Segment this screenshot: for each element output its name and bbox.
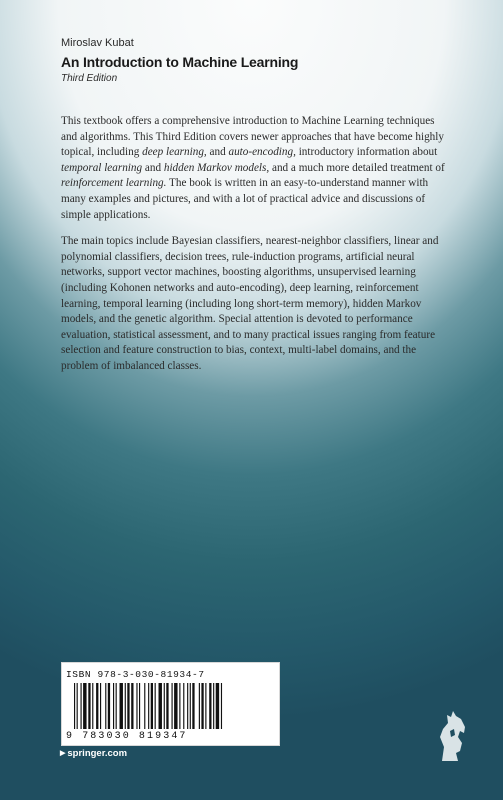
- barcode-bars: [74, 683, 274, 729]
- edition-label: Third Edition: [61, 73, 118, 84]
- cover-header: [61, 36, 441, 85]
- springer-url-text: springer.com: [67, 748, 128, 759]
- author-name: Miroslav Kubat: [61, 37, 134, 49]
- triangle-right-icon: ▶: [60, 750, 66, 757]
- isbn-barcode: [61, 662, 280, 746]
- springer-horse-logo-icon: [434, 707, 474, 763]
- blurb-paragraph-2: The main topics include Bayesian classifiers, nearest-neighbor classifiers, linear and polynomial classifiers, decision trees, rule-induction programs, artificial neural networks, support vector machines, boosting algorithms, unsupervised learning (including Kohonen networks and auto-encoding), deep learning, reinforcement learning, temporal learning (including long short-term memory), hidden Markov models, and the genetic algorithm. Special attention is devoted to performance evaluation, statistical assessment, and to many practical issues ranging from feature selection and feature construction to bias, context, multi-label domains, and the problem of imbalanced classes.: [61, 235, 439, 372]
- springer-url: [60, 748, 127, 760]
- back-cover-blurb: [61, 114, 446, 386]
- blurb-paragraph-1: This textbook offers a comprehensive introduction to Machine Learning techniques and algorithms. This Third Edition covers newer approaches that have become highly topical, including deep learning, and auto-encoding, introductory information about temporal learning and hidden Markov models, and a much more detailed treatment of reinforcement learning. The book is written in an easy-to-understand manner with many examples and pictures, and with a lot of practical advice and discussions of simple applications.: [61, 115, 445, 221]
- book-title: An Introduction to Machine Learning: [61, 54, 299, 70]
- barcode-digits: 9 783030 819347: [66, 731, 188, 742]
- isbn-label: ISBN 978-3-030-81934-7: [66, 669, 205, 680]
